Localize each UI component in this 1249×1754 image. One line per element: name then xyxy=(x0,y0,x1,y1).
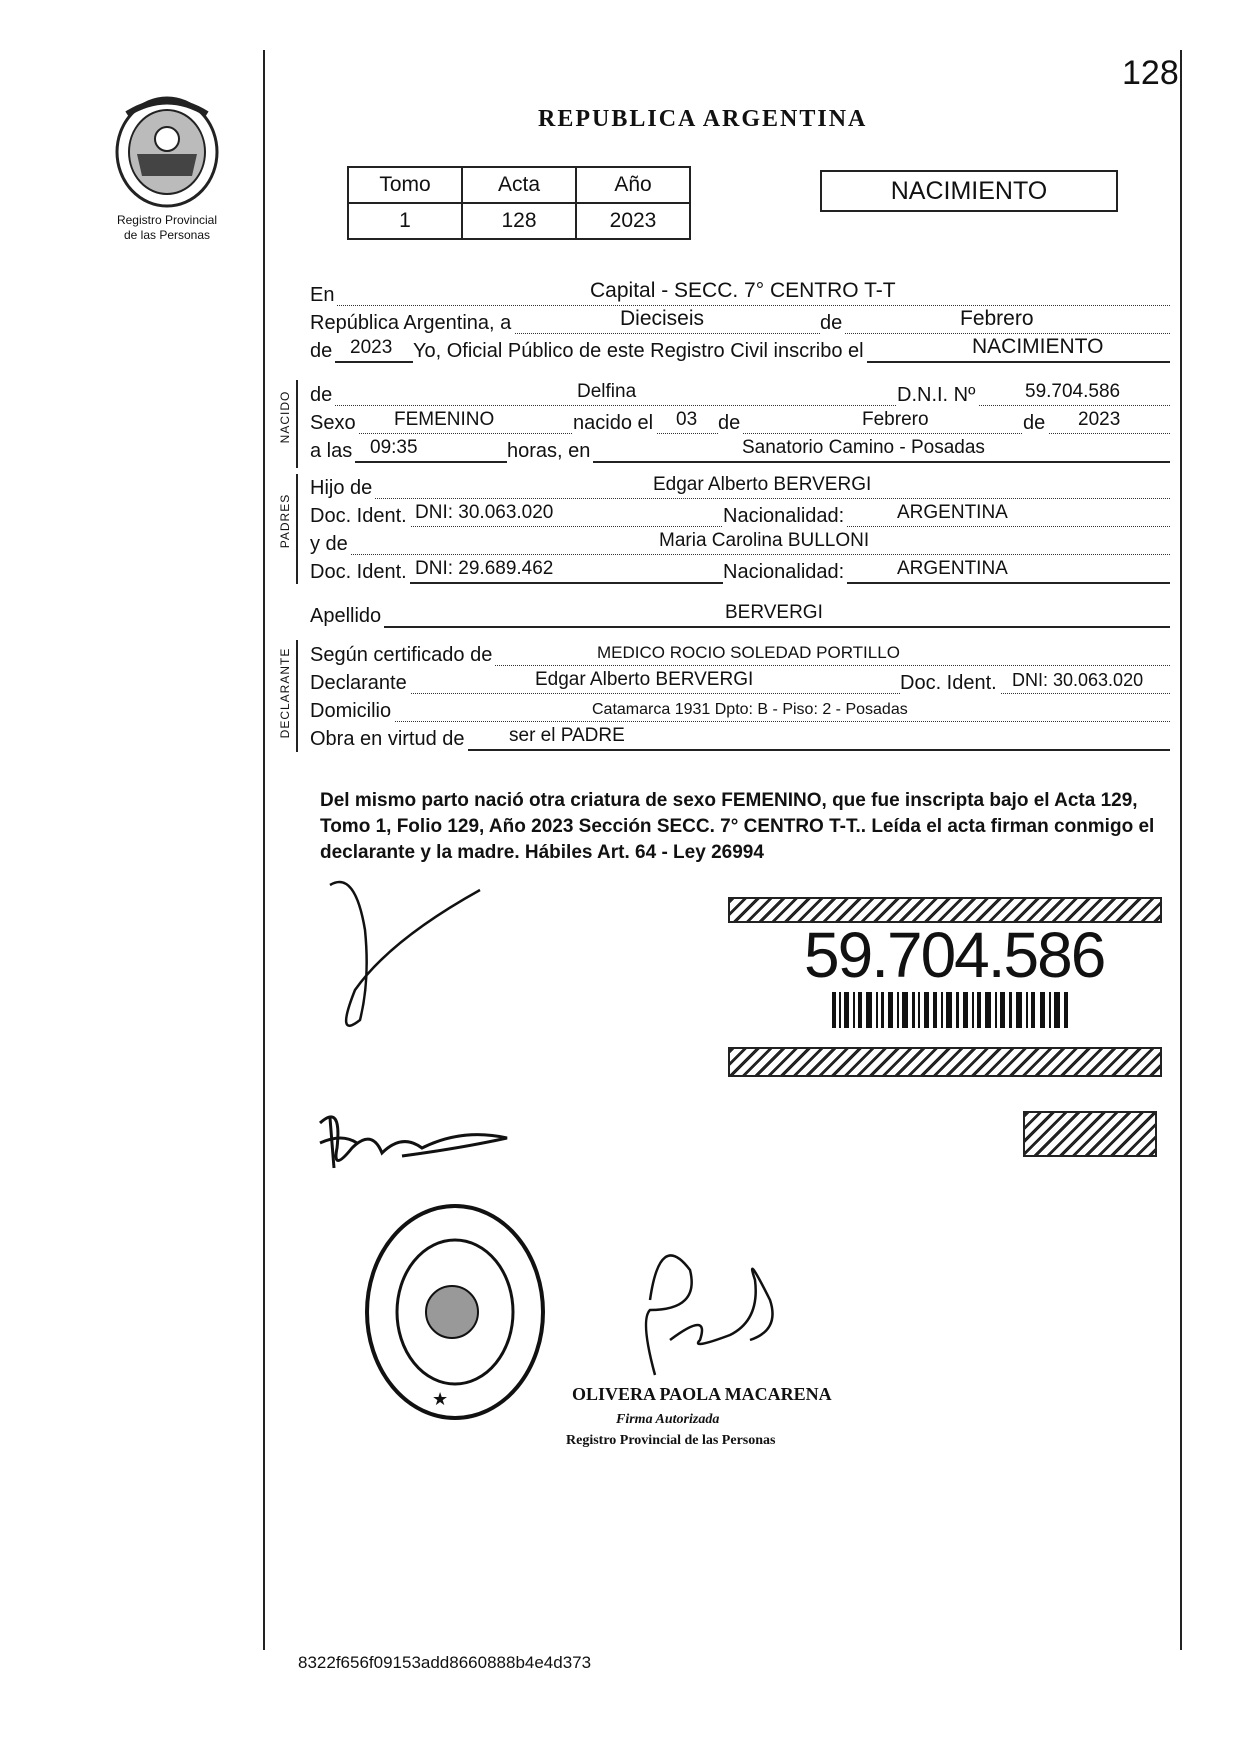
row-apellido xyxy=(310,598,1170,628)
obra-label: Obra en virtud de xyxy=(310,728,468,751)
dni-label: D.N.I. Nº xyxy=(897,384,978,407)
row-madre-doc xyxy=(310,554,1170,584)
de2-label: de xyxy=(310,340,335,363)
registry-table xyxy=(347,166,691,240)
value-tomo: 1 xyxy=(348,203,462,239)
day-value: Dieciseis xyxy=(620,307,705,330)
row-madre xyxy=(310,526,1170,555)
row-obra xyxy=(310,721,1170,751)
declarante-label: Declarante xyxy=(310,672,410,695)
apellido-label: Apellido xyxy=(310,605,384,628)
row-declarante xyxy=(310,665,1170,694)
barcode-bars xyxy=(832,992,1072,1028)
father-doc-label: Doc. Ident. xyxy=(310,505,410,528)
row-nacido-hora xyxy=(310,433,1170,463)
official-org: Registro Provincial de las Personas xyxy=(566,1433,776,1448)
cert-value: MEDICO ROCIO SOLEDAD PORTILLO xyxy=(597,643,900,662)
birth-de-label-2: de xyxy=(1023,412,1048,435)
declarante-section-label: DECLARANTE xyxy=(278,647,292,739)
barcode-number: 59.704.586 xyxy=(804,919,1105,991)
domicilio-value: Catamarca 1931 Dpto: B - Piso: 2 - Posadas xyxy=(592,701,908,718)
declarante-section-line xyxy=(296,640,298,752)
birth-place: Sanatorio Camino - Posadas xyxy=(742,437,985,458)
official-title: Firma Autorizada xyxy=(616,1412,720,1427)
nacido-el-label: nacido el xyxy=(573,412,656,435)
mother-name: Maria Carolina BULLONI xyxy=(659,530,870,551)
nacido-section-line xyxy=(296,380,298,468)
y-de-label: y de xyxy=(310,533,351,556)
declarante-doc: DNI: 30.063.020 xyxy=(1012,670,1144,690)
row-padre xyxy=(310,470,1170,499)
birth-de-label: de xyxy=(718,412,743,435)
mother-signature xyxy=(312,1108,512,1178)
document-hash: 8322f656f09153add8660888b4e4d373 xyxy=(298,1653,592,1672)
father-name: Edgar Alberto BERVERGI xyxy=(653,474,872,495)
birth-day: 03 xyxy=(676,409,698,430)
month-value: Febrero xyxy=(960,307,1034,330)
row-nacido-sexo xyxy=(310,405,1170,434)
de-label: de xyxy=(820,312,845,335)
row-padre-doc xyxy=(310,498,1170,527)
apellido-value: BERVERGI xyxy=(725,602,823,623)
province-seal-logo xyxy=(112,94,222,212)
inscribo-label: Yo, Oficial Público de este Registro Civil inscribo el xyxy=(413,340,867,363)
padres-section-label: PADRES xyxy=(278,493,292,549)
father-nat-label: Nacionalidad: xyxy=(723,505,847,528)
en-value: Capital - SECC. 7° CENTRO T-T xyxy=(590,279,896,302)
republica-label: República Argentina, a xyxy=(310,312,514,335)
declarant-signature xyxy=(300,870,500,1040)
left-margin-line xyxy=(263,50,265,1650)
obra-value: ser el PADRE xyxy=(509,725,625,746)
row-domicilio xyxy=(310,693,1170,722)
nacido-name: Delfina xyxy=(577,381,637,402)
declarante-doc-label: Doc. Ident. xyxy=(900,672,1000,695)
sexo-value: FEMENINO xyxy=(394,409,495,430)
official-name: OLIVERA PAOLA MACARENA xyxy=(572,1384,832,1404)
act-type-label: NACIMIENTO xyxy=(890,177,1048,205)
domicilio-label: Domicilio xyxy=(310,700,394,723)
barcode-bottom-band xyxy=(728,1047,1162,1077)
row-fecha xyxy=(310,305,1170,334)
nacido-section-label: NACIDO xyxy=(278,390,292,444)
right-margin-line xyxy=(1180,50,1182,1650)
official-signature xyxy=(630,1240,790,1380)
birth-time: 09:35 xyxy=(370,437,418,458)
row-inscribo xyxy=(310,333,1170,363)
logo-caption-line1: Registro Provincial xyxy=(116,213,218,227)
a-las-label: a las xyxy=(310,440,355,463)
row-en xyxy=(310,277,1170,306)
page-number: 128 xyxy=(1122,54,1179,92)
mother-nat-label: Nacionalidad: xyxy=(723,561,847,584)
row-nacido-nombre xyxy=(310,377,1170,406)
header-ano: Año xyxy=(576,167,690,203)
security-patch xyxy=(1023,1111,1157,1157)
year-value: 2023 xyxy=(350,337,393,358)
logo-caption-line2: de las Personas xyxy=(123,228,211,242)
mother-nat: ARGENTINA xyxy=(897,558,1008,579)
en-label: En xyxy=(310,284,337,307)
value-ano: 2023 xyxy=(576,203,690,239)
official-stamp xyxy=(360,1200,550,1424)
horas-label: horas, en xyxy=(507,440,593,463)
nacido-dni: 59.704.586 xyxy=(1025,381,1121,402)
act-type-box xyxy=(820,170,1118,212)
nacido-de-label: de xyxy=(310,384,335,407)
birth-year: 2023 xyxy=(1078,409,1121,430)
cert-label: Según certificado de xyxy=(310,644,495,667)
hijo-de-label: Hijo de xyxy=(310,477,375,500)
mother-doc-label: Doc. Ident. xyxy=(310,561,410,584)
document-title: REPUBLICA ARGENTINA xyxy=(538,106,868,132)
inscribo-value: NACIMIENTO xyxy=(972,335,1104,358)
svg-text:★: ★ xyxy=(432,1389,449,1409)
father-doc: DNI: 30.063.020 xyxy=(415,502,554,523)
header-tomo: Tomo xyxy=(348,167,462,203)
mother-doc: DNI: 29.689.462 xyxy=(415,558,554,579)
birth-month: Febrero xyxy=(862,409,929,430)
sexo-label: Sexo xyxy=(310,412,359,435)
padres-section-line xyxy=(296,474,298,584)
value-acta: 128 xyxy=(462,203,576,239)
declarante-value: Edgar Alberto BERVERGI xyxy=(535,669,754,690)
father-nat: ARGENTINA xyxy=(897,502,1008,523)
row-certificado xyxy=(310,637,1170,666)
note-paragraph: Del mismo parto nació otra criatura de sexo FEMENINO, que fue inscripta bajo el Acta 129, Tomo 1, Folio 129, Año 2023 Sección SECC. 7° CENTRO T-T.. Leída el acta firman conmigo el declarante y la madre. Hábiles Art. 64 - Ley 26994 xyxy=(320,790,1155,863)
header-acta: Acta xyxy=(462,167,576,203)
